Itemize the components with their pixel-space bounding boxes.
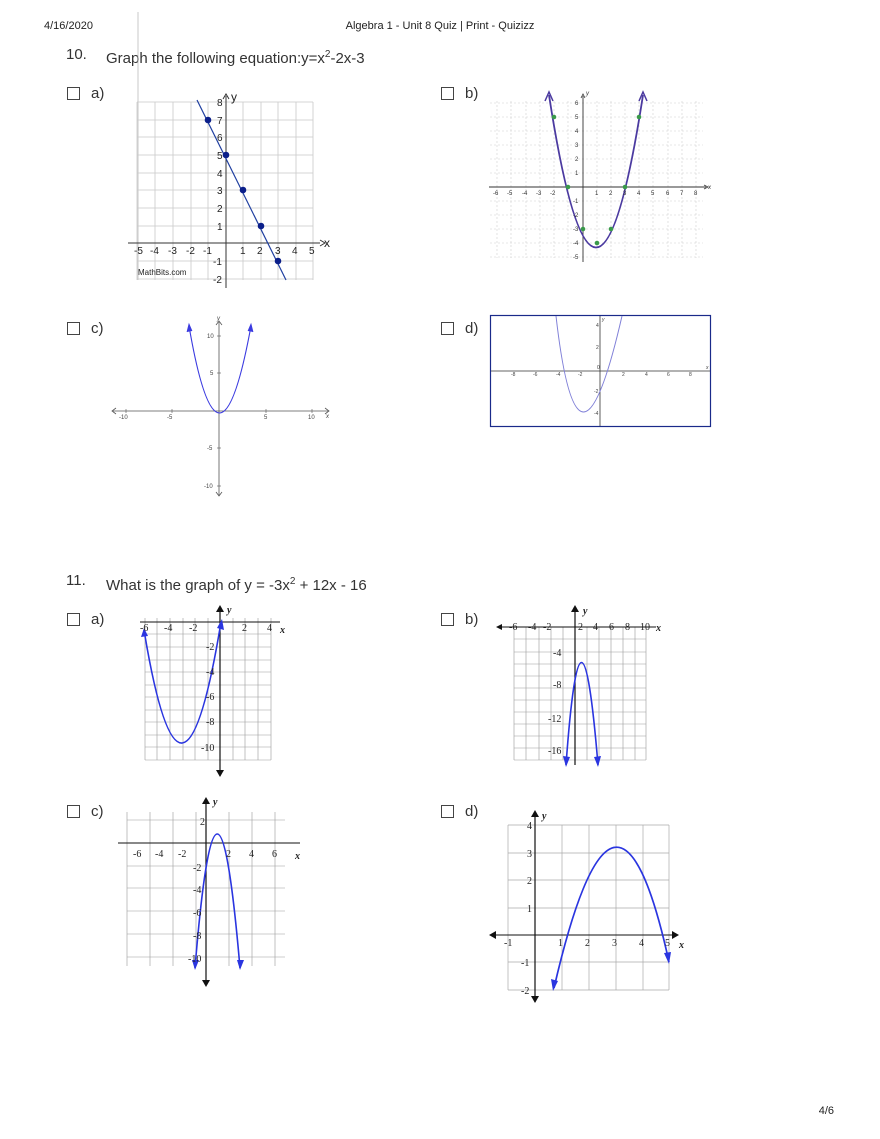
y-tick: -2 — [573, 213, 579, 219]
y-axis-label: y — [231, 90, 237, 104]
x-tick: -2 — [543, 622, 552, 633]
y-tick: -2 — [206, 642, 215, 653]
x-tick: -4 — [522, 191, 528, 197]
x-tick: -10 — [119, 415, 128, 421]
option-label: a) — [91, 611, 105, 628]
y-tick: -2 — [521, 986, 530, 997]
y-tick: 3 — [527, 849, 532, 860]
x-tick: 4 — [637, 191, 641, 197]
x-tick: -6 — [509, 622, 518, 633]
y-tick: 2 — [596, 345, 599, 351]
question-text-main: Graph the following equation:y=x — [106, 50, 325, 67]
x-axis-label: x — [708, 185, 711, 191]
y-tick: 2 — [217, 204, 223, 215]
x-tick: -4 — [556, 372, 561, 378]
y-tick: 3 — [217, 186, 223, 197]
y-axis-label: y — [213, 797, 218, 808]
y-tick: 3 — [575, 143, 579, 149]
x-tick: 8 — [625, 622, 630, 633]
question-text-rest: -2x-3 — [330, 50, 365, 67]
x-tick: -4 — [150, 246, 159, 257]
page-number: 4/6 — [818, 1105, 834, 1117]
y-tick: 10 — [207, 334, 214, 340]
x-tick: -3 — [536, 191, 542, 197]
x-tick: 8 — [689, 372, 692, 378]
y-tick: -4 — [553, 648, 562, 659]
x-axis-label: x — [656, 623, 661, 634]
x-tick: 1 — [558, 938, 563, 949]
x-tick: 6 — [609, 622, 614, 633]
y-tick: 5 — [575, 115, 579, 121]
y-tick: -8 — [193, 931, 202, 942]
x-tick: -2 — [189, 623, 198, 634]
x-tick: 5 — [264, 415, 268, 421]
x-tick: 3 — [623, 191, 627, 197]
document-title: Algebra 1 - Unit 8 Quiz | Print - Quizizz — [345, 20, 535, 32]
y-tick: 7 — [217, 116, 223, 127]
y-tick: -10 — [204, 484, 213, 490]
x-tick: 5 — [309, 246, 315, 257]
x-tick: -4 — [164, 623, 173, 634]
x-tick: -5 — [134, 246, 143, 257]
x-axis-label: x — [280, 625, 285, 636]
y-tick: 5 — [210, 371, 214, 377]
y-axis-label: y — [217, 316, 220, 322]
x-tick: 8 — [694, 191, 698, 197]
option-label: a) — [91, 85, 105, 102]
x-axis-label: x — [324, 236, 330, 250]
y-tick: 4 — [596, 323, 599, 329]
option-label: c) — [91, 320, 104, 337]
y-tick: -5 — [207, 446, 213, 452]
y-tick: -1 — [521, 958, 530, 969]
y-axis-label: y — [602, 317, 605, 323]
x-tick: 4 — [267, 623, 272, 634]
exponent: 2 — [324, 49, 331, 60]
x-tick: 4 — [292, 246, 298, 257]
y-tick: 2 — [575, 157, 579, 163]
x-tick: -1 — [504, 938, 513, 949]
y-tick: 2 — [200, 817, 205, 828]
y-tick: -8 — [206, 717, 215, 728]
y-axis-label: y — [227, 605, 232, 616]
x-tick: 6 — [667, 372, 670, 378]
y-tick: 5 — [217, 151, 223, 162]
x-tick: 0 — [597, 365, 600, 371]
y-tick: -3 — [573, 227, 579, 233]
x-tick: 4 — [645, 372, 648, 378]
x-tick: 2 — [622, 372, 625, 378]
x-tick: -2 — [186, 246, 195, 257]
y-tick: -10 — [188, 954, 202, 965]
y-tick: -10 — [201, 743, 215, 754]
question-text-main: What is the graph of y = -3x — [106, 577, 290, 594]
x-tick: -5 — [167, 415, 173, 421]
y-tick: -5 — [573, 255, 579, 261]
y-axis-label: y — [586, 91, 589, 97]
x-tick: -4 — [528, 622, 537, 633]
x-tick: 3 — [275, 246, 281, 257]
option-label: d) — [465, 803, 479, 820]
x-axis-label: x — [706, 365, 709, 371]
x-tick: -8 — [511, 372, 516, 378]
x-tick: 1 — [240, 246, 246, 257]
y-tick: 4 — [217, 169, 223, 180]
x-tick: -6 — [533, 372, 538, 378]
x-axis-label: x — [295, 851, 300, 862]
y-tick: 6 — [217, 133, 223, 144]
x-tick: 5 — [665, 938, 670, 949]
y-tick: -2 — [193, 863, 202, 874]
x-tick: -6 — [140, 623, 149, 634]
x-tick: 6 — [272, 849, 277, 860]
y-tick: -4 — [594, 411, 599, 417]
option-label: d) — [465, 320, 479, 337]
x-axis-label: x — [326, 414, 329, 420]
x-tick: 6 — [666, 191, 670, 197]
y-tick: 2 — [527, 876, 532, 887]
y-tick: -2 — [213, 275, 222, 286]
exponent: 2 — [289, 576, 296, 587]
y-tick: 4 — [527, 821, 532, 832]
x-tick: 4 — [593, 622, 598, 633]
x-tick: 7 — [680, 191, 684, 197]
x-tick: 1 — [595, 191, 599, 197]
y-tick: -4 — [206, 667, 215, 678]
x-tick: -2 — [578, 372, 583, 378]
x-tick: -5 — [507, 191, 513, 197]
y-tick: -8 — [553, 680, 562, 691]
x-tick: 2 — [257, 246, 263, 257]
y-tick: 1 — [217, 222, 223, 233]
question-text-rest: + 12x - 16 — [295, 577, 367, 594]
x-tick: 2 — [585, 938, 590, 949]
y-tick: 1 — [575, 171, 579, 177]
x-tick: -1 — [203, 246, 212, 257]
x-tick: -2 — [550, 191, 556, 197]
x-tick: 4 — [639, 938, 644, 949]
y-tick: -6 — [206, 692, 215, 703]
x-tick: 10 — [308, 415, 315, 421]
print-date: 4/16/2020 — [44, 20, 93, 32]
option-label: c) — [91, 803, 104, 820]
x-tick: -6 — [493, 191, 499, 197]
y-tick: -12 — [548, 714, 562, 725]
y-tick: -4 — [193, 885, 202, 896]
x-tick: -3 — [168, 246, 177, 257]
y-axis-label: y — [542, 811, 547, 822]
y-tick: -1 — [213, 257, 222, 268]
y-tick: 8 — [217, 98, 223, 109]
y-tick: -1 — [573, 199, 579, 205]
y-axis-label: y — [583, 606, 588, 617]
y-tick: 1 — [527, 904, 532, 915]
graph-credit: MathBits.com — [138, 268, 187, 277]
x-tick: 10 — [640, 622, 650, 633]
x-tick: 2 — [609, 191, 613, 197]
question-number: 10. — [66, 46, 87, 63]
x-tick: -4 — [155, 849, 164, 860]
option-label: b) — [465, 611, 479, 628]
x-tick: 3 — [612, 938, 617, 949]
x-tick: 2 — [226, 849, 231, 860]
y-tick: 4 — [575, 129, 579, 135]
x-tick: -6 — [133, 849, 142, 860]
y-tick: -2 — [594, 389, 599, 395]
y-tick: -6 — [193, 908, 202, 919]
question-number: 11. — [66, 572, 86, 589]
y-tick: -16 — [548, 746, 562, 757]
x-tick: -2 — [178, 849, 187, 860]
y-tick: 6 — [575, 101, 579, 107]
x-tick: 5 — [651, 191, 655, 197]
x-tick: 4 — [249, 849, 254, 860]
x-axis-label: x — [679, 940, 684, 951]
x-tick: 2 — [242, 623, 247, 634]
option-label: b) — [465, 85, 479, 102]
x-tick: 2 — [578, 622, 583, 633]
y-tick: -4 — [573, 241, 579, 247]
